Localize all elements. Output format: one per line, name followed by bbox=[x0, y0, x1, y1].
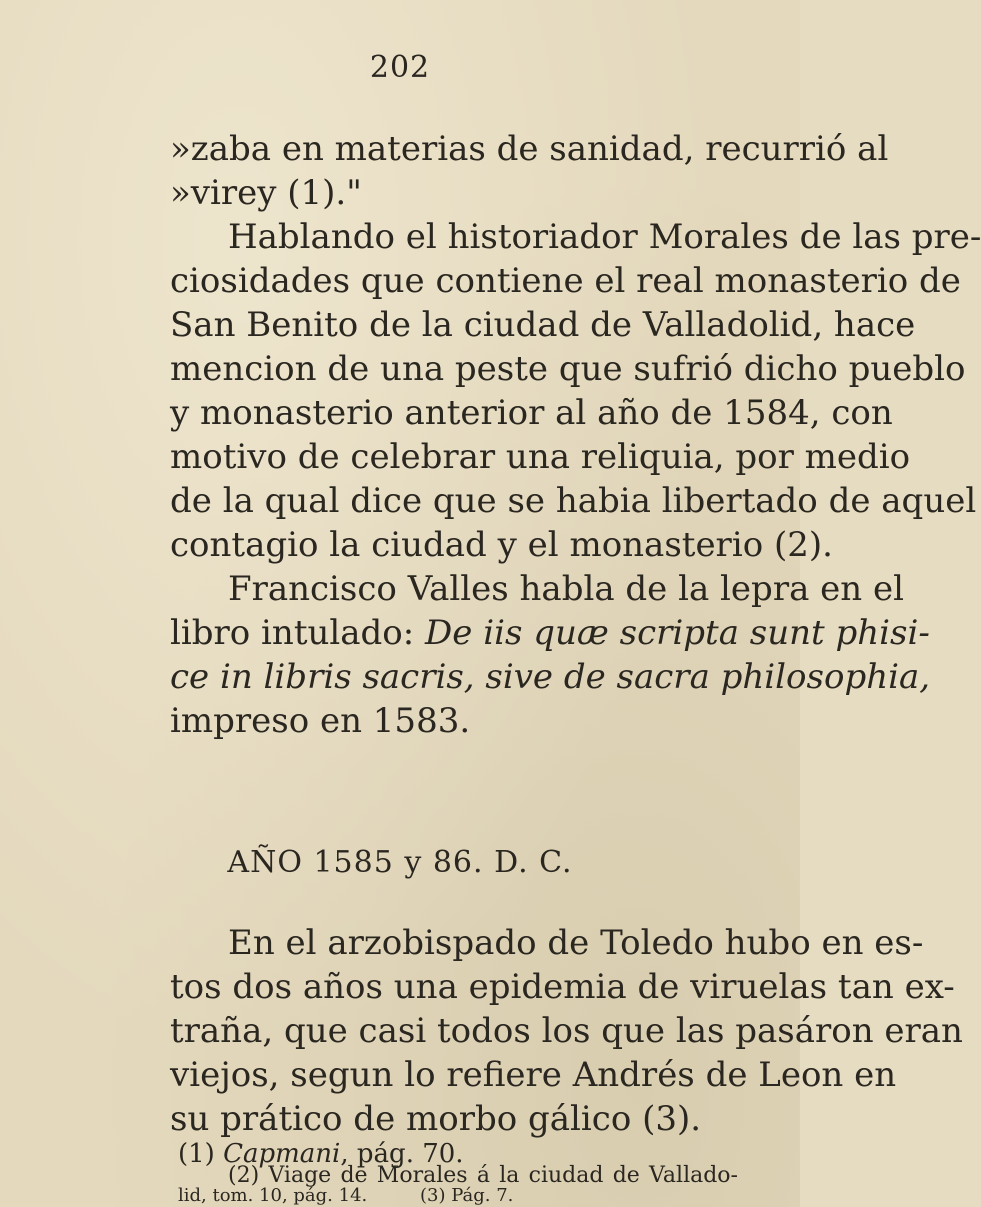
text-line: traña, que casi todos los que las pasáron eran bbox=[170, 1011, 963, 1051]
text-line: de la qual dice que se habia libertado de aquel bbox=[170, 481, 977, 521]
text-line: ciosidades que contiene el real monasterio de bbox=[170, 261, 961, 301]
text-line: su prático de morbo gálico (3). bbox=[170, 1099, 702, 1139]
text-line: En el arzobispado de Toledo hubo en es- bbox=[228, 923, 924, 963]
text-line: impreso en 1583. bbox=[170, 701, 471, 741]
section-heading: AÑO 1585 y 86. D. C. bbox=[227, 845, 573, 880]
text-line: viejos, segun lo refiere Andrés de Leon en bbox=[170, 1055, 897, 1095]
text-line: »zaba en materias de sanidad, recurrió al bbox=[170, 129, 889, 169]
footnote-marker: (1) bbox=[178, 1139, 215, 1169]
footnote-2-line-2: lid, tom. 10, pág. 14. bbox=[178, 1185, 368, 1206]
book-title-italic: De iis quæ scripta sunt phisi- bbox=[425, 613, 930, 653]
footnote-author: Capmani bbox=[223, 1139, 341, 1169]
text-span: libro intulado: bbox=[170, 613, 426, 653]
text-line: Francisco Valles habla de la lepra en el bbox=[228, 569, 904, 609]
footnote-2-line-1: (2) Viage de Morales á la ciudad de Vallado- bbox=[228, 1163, 738, 1188]
text-line: San Benito de la ciudad de Valladolid, hace bbox=[170, 305, 916, 345]
text-line: Hablando el historiador Morales de las pre- bbox=[228, 217, 981, 257]
text-line: y monasterio anterior al año de 1584, con bbox=[170, 393, 893, 433]
text-line: mencion de una peste que sufrió dicho pueblo bbox=[170, 349, 966, 389]
text-line: tos dos años una epidemia de viruelas tan ex- bbox=[170, 967, 955, 1007]
text-line: motivo de celebrar una reliquia, por medio bbox=[170, 437, 911, 477]
text-line: »virey (1)." bbox=[170, 173, 362, 213]
footnote-3: (3) Pág. 7. bbox=[420, 1185, 514, 1206]
footnote-text: , pág. 70. bbox=[340, 1139, 464, 1169]
page-number: 202 bbox=[369, 50, 431, 85]
book-title-italic: ce in libris sacris, sive de sacra philosophia, bbox=[170, 657, 931, 697]
text-line bbox=[170, 611, 930, 655]
text-line: contagio la ciudad y el monasterio (2). bbox=[170, 525, 833, 565]
